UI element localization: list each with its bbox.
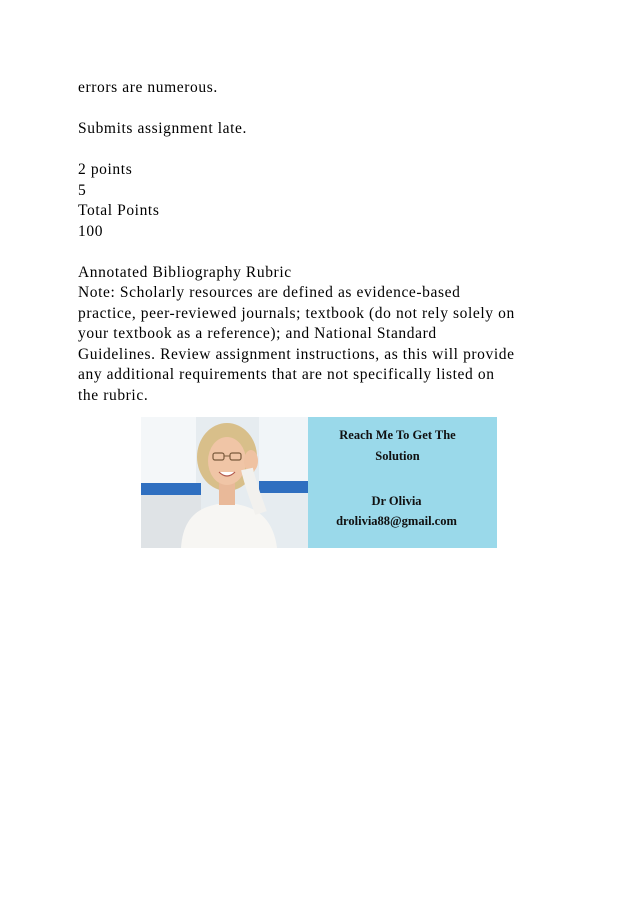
woman-photo [141, 417, 308, 548]
contact-name: Dr Olivia [371, 494, 422, 508]
contact-heading-line2: Solution [375, 449, 420, 463]
document-text [78, 78, 568, 406]
text-line: Total Points [78, 202, 160, 219]
text-line: 100 [78, 222, 104, 240]
text-line: Submits assignment late. [78, 120, 247, 137]
text-line: your textbook as a reference); and National Standard [78, 325, 437, 342]
text-line: Note: Scholarly resources are defined as evidence-based [78, 284, 461, 301]
text-line: Guidelines. Review assignment instructions, as this will provide [78, 345, 515, 363]
contact-banner [141, 417, 497, 548]
blank-line [78, 140, 568, 161]
contact-heading-line1: Reach Me To Get The [339, 428, 456, 442]
contact-info-panel [308, 417, 497, 548]
rubric-title: Annotated Bibliography Rubric [78, 263, 292, 281]
text-line: practice, peer-reviewed journals; textbook (do not rely solely on [78, 304, 515, 322]
text-line: 5 [78, 181, 87, 199]
blank-line [78, 242, 568, 263]
blank-line [78, 99, 568, 120]
text-line: any additional requirements that are not specifically listed on [78, 366, 495, 383]
text-line: 2 points [78, 161, 133, 178]
text-line: the rubric. [78, 386, 149, 404]
contact-email: drolivia88@gmail.com [336, 514, 457, 528]
text-line: errors are numerous. [78, 79, 218, 96]
